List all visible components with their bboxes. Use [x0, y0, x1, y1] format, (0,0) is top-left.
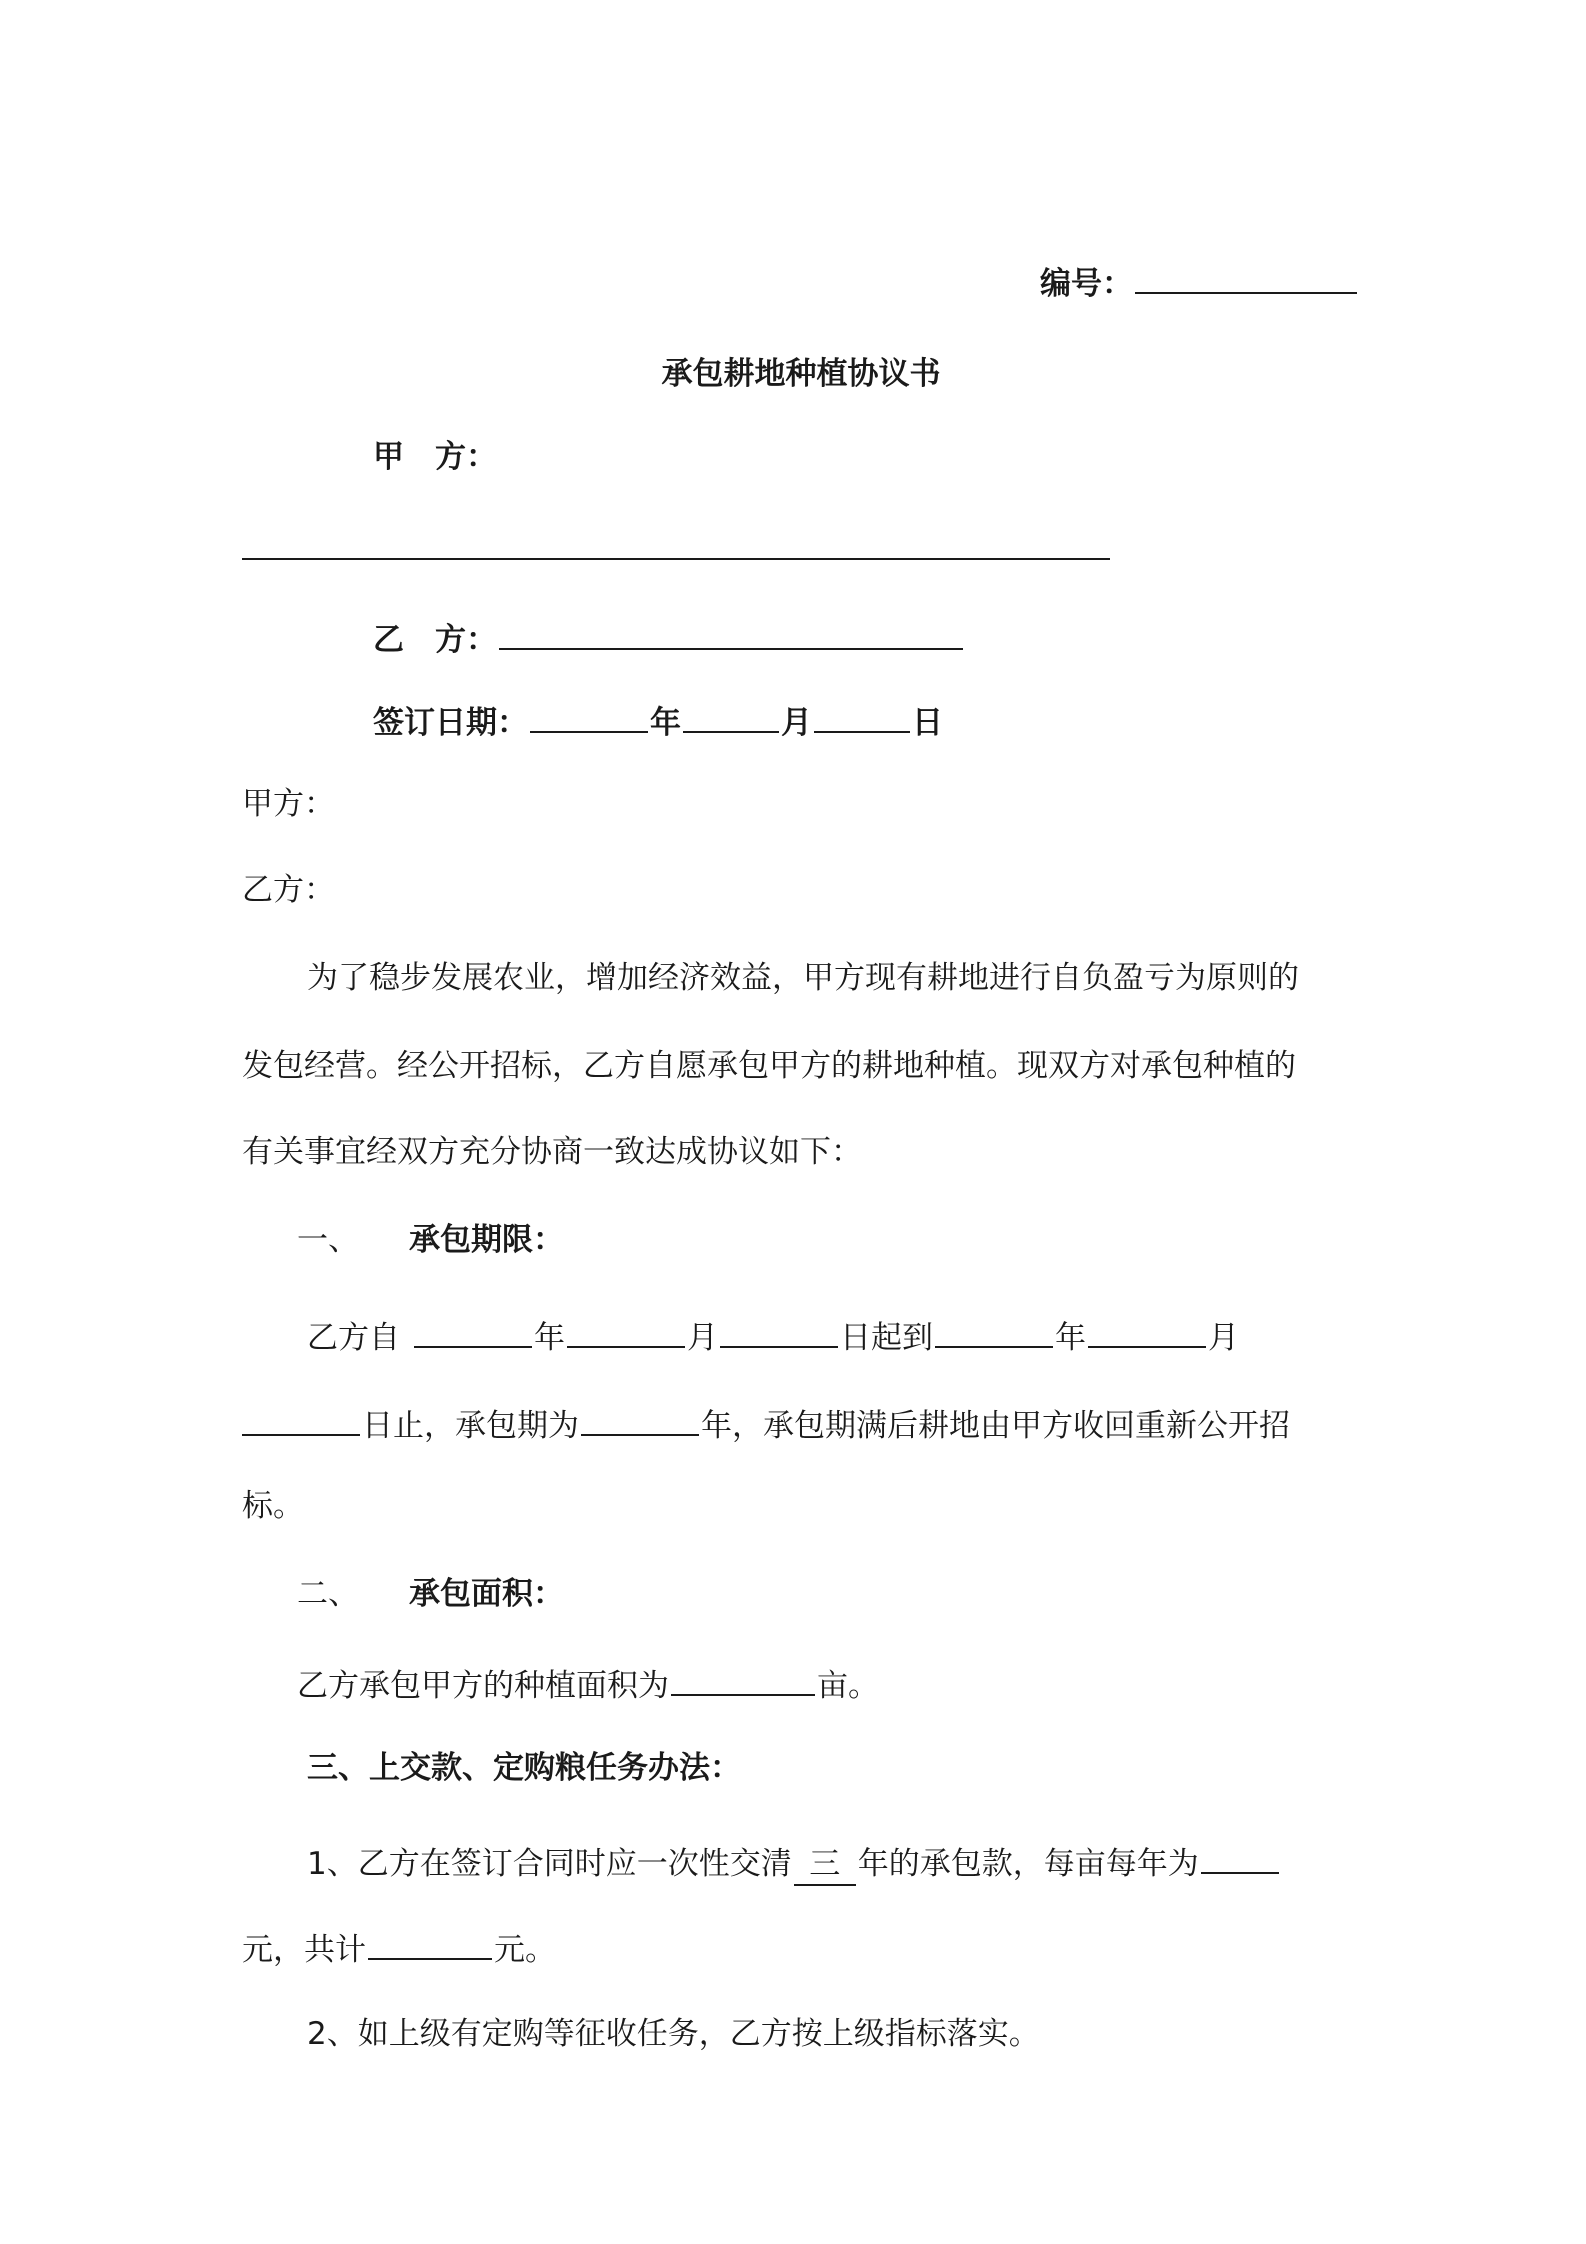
number-label: 编号： [1040, 266, 1133, 302]
sign-date-label: 签订日期： [373, 705, 528, 741]
total-amount-blank[interactable] [368, 1924, 492, 1960]
intro-line-1: 为了稳步发展农业，增加经济效益，甲方现有耕地进行自负盈亏为原则的 [307, 960, 1299, 996]
term-start-day-blank[interactable] [720, 1312, 838, 1348]
term-end-year-label: 年 [1055, 1320, 1086, 1356]
sign-day-blank[interactable] [814, 697, 910, 733]
sign-day-label: 日 [912, 705, 943, 741]
sign-month-label: 月 [781, 705, 812, 741]
area-blank[interactable] [671, 1660, 815, 1696]
section1-heading [297, 1218, 564, 1262]
area-unit: 亩。 [817, 1668, 879, 1704]
term-start-month-label: 月 [687, 1320, 718, 1356]
term-end-year-blank[interactable] [935, 1312, 1053, 1348]
cover-party-b [373, 614, 965, 662]
section2-text [297, 1660, 879, 1708]
term-end-month-label: 月 [1208, 1320, 1239, 1356]
section1-number: 一、 [297, 1222, 359, 1258]
term-end-month-blank[interactable] [1088, 1312, 1206, 1348]
area-label: 乙方承包甲方的种植面积为 [297, 1668, 669, 1704]
party-a-line: 甲方： [242, 786, 335, 822]
sign-month-blank[interactable] [683, 697, 779, 733]
sign-year-label: 年 [650, 705, 681, 741]
term-start-year-label: 年 [534, 1320, 565, 1356]
section2-title: 承包面积： [409, 1576, 564, 1612]
party-b-blank[interactable] [499, 614, 963, 650]
section3-item1-line1 [307, 1838, 1281, 1886]
payment-label: 1、乙方在签订合同时应一次性交清 [307, 1846, 792, 1882]
section1-line-2 [242, 1400, 1290, 1448]
sign-year-blank[interactable] [530, 697, 648, 733]
cover-sign-date [373, 697, 943, 745]
per-mu-fee-blank[interactable] [1201, 1838, 1279, 1874]
intro-line-3: 有关事宜经双方充分协商一致达成协议如下： [242, 1134, 862, 1170]
party-a-blank-line[interactable] [242, 558, 1110, 560]
section3-item2: 2、如上级有定购等征收任务，乙方按上级指标落实。 [307, 2016, 1040, 2052]
section2-number: 二、 [297, 1576, 359, 1612]
section2-heading [297, 1572, 564, 1616]
term-from-label: 乙方自 [307, 1320, 400, 1356]
total-label: 元，共计 [242, 1932, 366, 1968]
term-start-year-blank[interactable] [414, 1312, 532, 1348]
payment-per-mu-label: 年的承包款，每亩每年为 [857, 1846, 1199, 1882]
party-b-line: 乙方： [242, 872, 335, 908]
section1-line-1 [307, 1312, 1239, 1360]
number-blank[interactable] [1135, 258, 1357, 294]
section3-item1-line2 [242, 1924, 556, 1972]
cover-party-a-label: 甲 方： [373, 439, 497, 475]
cover-party-a [373, 435, 497, 479]
term-end-day-blank[interactable] [242, 1400, 360, 1436]
term-length-blank[interactable] [581, 1400, 699, 1436]
term-start-month-blank[interactable] [567, 1312, 685, 1348]
total-unit: 元。 [494, 1932, 556, 1968]
intro-line-2: 发包经营。经公开招标，乙方自愿承包甲方的耕地种植。现双方对承包种植的 [242, 1048, 1296, 1084]
term-end-day-label: 日止，承包期为 [362, 1408, 579, 1444]
term-start-day-label: 日起到 [840, 1320, 933, 1356]
document-number [1040, 258, 1359, 306]
term-length-label: 年，承包期满后耕地由甲方收回重新公开招 [701, 1408, 1290, 1444]
section1-title: 承包期限： [409, 1222, 564, 1258]
section3-heading: 三、上交款、定购粮任务办法： [307, 1750, 741, 1786]
cover-party-b-label: 乙 方： [373, 622, 497, 658]
document-title: 承包耕地种植协议书 [661, 356, 941, 392]
payment-years-field[interactable]: 三 [794, 1844, 856, 1886]
section1-line-3: 标。 [242, 1488, 304, 1524]
